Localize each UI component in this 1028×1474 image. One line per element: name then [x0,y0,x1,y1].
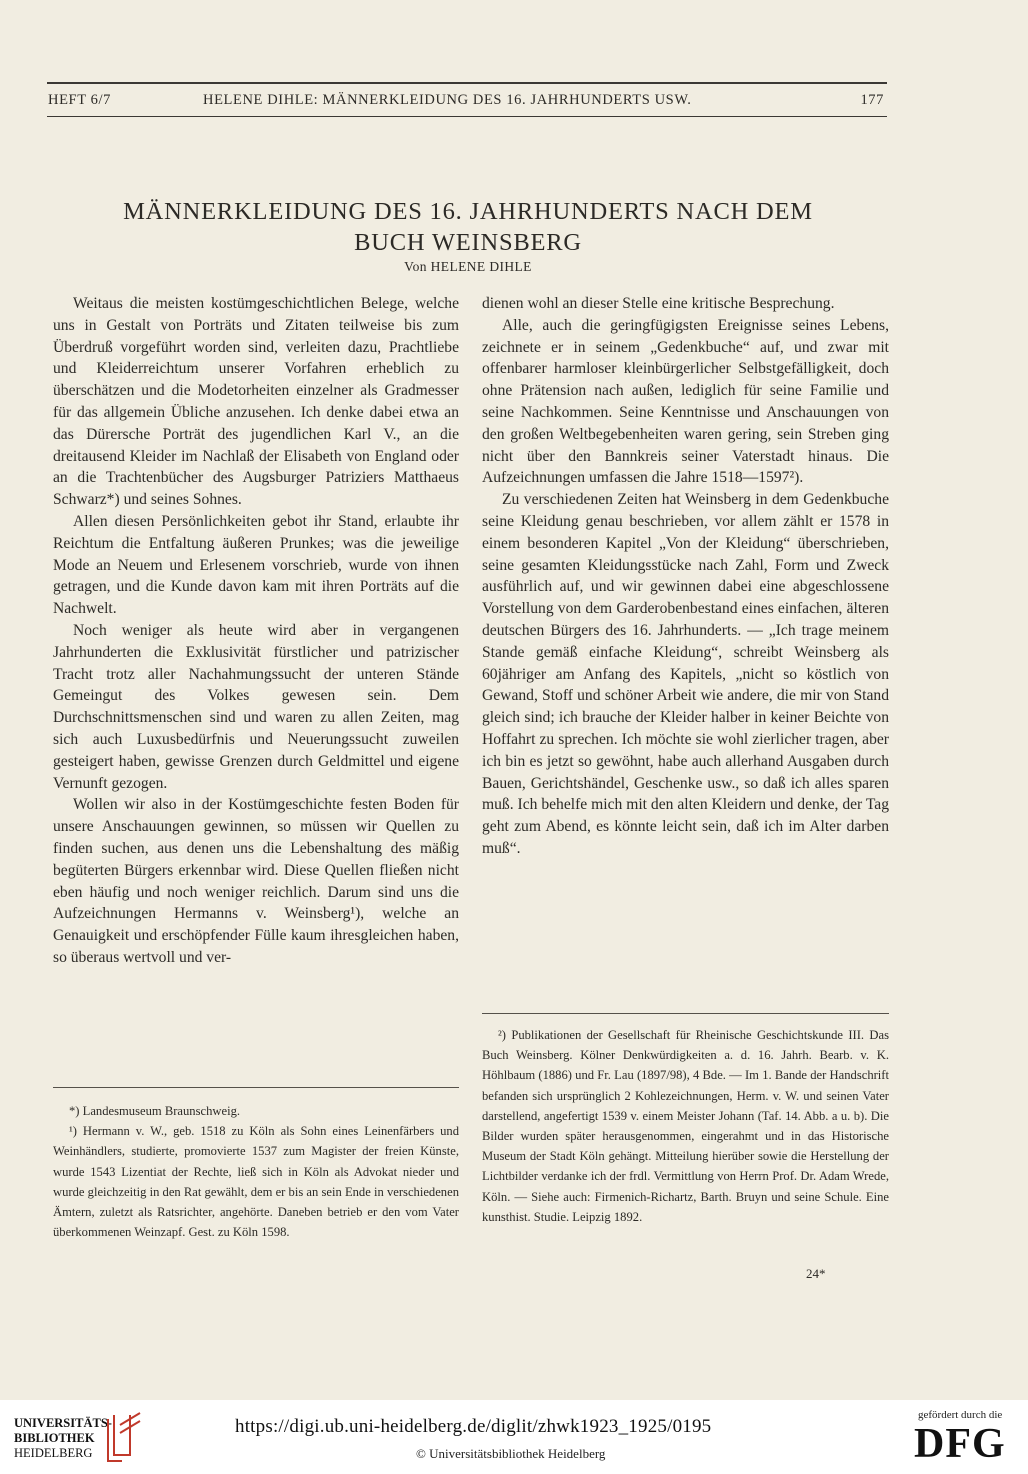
footnote: ²) Publikationen der Gesellschaft für Rheinische Geschichtskunde III. Das Buch Weinsberg. Kölner Denkwürdigkeiten a. d. 16. Jahrh. Bearb. v. K. Höhlbaum (1886) und Fr. Lau (1897/98), 4 Bde. — Im 1. Bande der Handschrift befanden sich ursprünglich 2 Kohlezeichnungen, Herm. v. W. und seinen Vater darstellend, angefertigt 1539 v. einem Meister Johann (Taf. 14. Abb. a u. b). Die Bilder wurden später herausgenommen, eingerahmt und in das Historische Museum der Stadt Köln gehängt. Mitteilung hierüber sowie die Herstellung der Lichtbilder verdanke ich der frdl. Vermittlung von Herrn Prof. Dr. Adam Wrede, Köln. — Siehe auch: Firmenich-Richartz, Barth. Bruyn und seine Schule. Eine kunsthist. Studie. Leipzig 1892. [482,1028,889,1224]
page-number: 177 [860,92,884,108]
dfg-logo[interactable]: DFG [914,1421,1006,1467]
library-name-line: UNIVERSITÄTS- [14,1416,112,1430]
library-name-line: BIBLIOTHEK [14,1431,95,1445]
left-column [53,293,459,969]
footnotes-right [482,1025,889,1227]
article-author: Von HELENE DIHLE [404,259,532,274]
footnote: ¹) Hermann v. W., geb. 1518 zu Köln als Sohn eines Leinenfärbers und Weinhändlers, studierte, promovierte 1537 zum Magister der freien Künste, wurde 1543 Lizentiat der Rechte, ließ sich in Köln als Advokat nieder und wurde gleichzeitig in den Rat gewählt, dem er bis an sein Ende in verschiedenen Ämtern, zuletzt als Ratsrichter, angehörte. Daneben betrieb er den vom Vater überkommenen Weinzapf. Gest. zu Köln 1598. [53,1124,459,1240]
title-line-1: MÄNNERKLEIDUNG DES 16. JAHRHUNDERTS NACH DEM [123,198,813,225]
paragraph: dienen wohl an dieser Stelle eine kritische Besprechung. [482,295,835,312]
footnote: *) Landesmuseum Braunschweig. [69,1104,241,1118]
paragraph: Alle, auch die geringfügigsten Ereignisse seines Lebens, zeichnete er in seinem „Gedenkbuche“ auf, und zwar mit offenbarer harmloser kleinbürgerlicher Selbstgefälligkeit, doch ohne Prätension nach außen, lediglich für seine Familie und seine Nachkommen. Seine Kenntnisse und Anschauungen von den großen Weltbegebenheiten waren gering, sein Streben ging nicht über den Bannkreis seiner Vaterstadt hinaus. Die Aufzeichnungen umfassen die Jahre 1518—1597²). [482,316,889,487]
right-column [482,293,889,860]
issue-number: HEFT 6/7 [48,92,111,108]
copyright-notice: © Universitätsbibliothek Heidelberg [416,1446,606,1461]
footnotes-left [53,1101,459,1242]
header-top-rule [47,82,887,84]
paragraph: Zu verschiedenen Zeiten hat Weinsberg in dem Gedenkbuche seine Kleidung genau beschrieben, vor allem zählt er 1578 in einem besonderen Kapitel „Von der Kleidung“ überschrieben, seine gesamten Kleidungsstücke nach Zahl, Form und Zweck ausführlich auf, und wir gewinnen dabei eine abgeschlossene Vorstellung von dem Garderobenbestand eines einfachen, älteren deutschen Bürgers des 16. Jahrhunderts. — „Ich trage meinem Stande gemäß einfache Kleidung“, schreibt Weinsberg als 60jähriger am Anfang des Kapitels, „nicht so köstlich von Gewand, Stoff und schöner Arbeit wie andere, die mir von Stand gleich sind; ich brauche der Kleider halber in keiner Beichte von Hoffahrt zu sprechen. Ich möchte sie wohl zierlicher tragen, aber ich bin es jetzt so gewöhnt, habe auch allerhand Ausgaben durch Bauen, Gerichtshändel, Geschenke usw., so daß ich alles sparen muß. Ich behelfe mich mit den alten Kleidern und denke, der Tag geht zum Abend, es könnte leicht sein, daß ich im Alter darben muß“. [482,491,889,857]
title-line-2: BUCH WEINSBERG [354,229,582,256]
library-name-line: HEIDELBERG [14,1446,93,1460]
paragraph: Noch weniger als heute wird aber in vergangenen Jahrhunderten die Exklusivität fürstlicher und patrizischer Tracht trotz aller Nachahmungssucht der unteren Stände Gemeingut des Volkes gewesen sein. Dem Durchschnittsmenschen sind und waren zu allen Zeiten, mag sich auch Luxusbedürfnis und Neuerungssucht zuweilen gesteigert haben, gewisse Grenzen durch Geldmittel und eigene Vernunft gezogen. [53,621,459,792]
funder-note: gefördert durch die [918,1409,1003,1421]
library-logo-text[interactable] [14,1416,112,1461]
permalink-url[interactable]: https://digi.ub.uni-heidelberg.de/diglit/zhwk1923_1925/0195 [235,1416,712,1437]
paragraph: Allen diesen Persönlichkeiten gebot ihr Stand, erlaubte ihr Reichtum die Entfaltung äußeren Prunkes; was die jeweilige Mode an Neuem und Erlesenem vorschrieb, wurde von ihnen getragen, und die Kunde davon kam mit ihren Porträts auf die Nachwelt. [53,512,459,618]
paragraph: Wollen wir also in der Kostümgeschichte festen Boden für unsere Anschauungen gewinnen, so müssen wir Quellen zu finden suchen, aus denen uns die Lebenshaltung des mäßig begüterten Bürgers erkennbar wird. Diese Quellen fließen nicht eben häufig und noch weniger reichlich. Darum sind uns die Aufzeichnungen Hermanns v. Weinsberg¹), welche an Genauigkeit und erschöpfender Fülle kaum ihresgleichen haben, so überaus wertvoll und ver- [53,796,459,966]
footnote-rule [53,1087,459,1088]
paragraph: Weitaus die meisten kostümgeschichtlichen Belege, welche uns in Gestalt von Porträts und Zitaten teilweise bis zum Überdruß vorgeführt worden sind, verleiten dazu, Prachtliebe und Kleiderreichtum unserer Vorfahren erheblich zu überschätzen und die Modetorheiten einzelner als Gradmesser für das allgemein Übliche anzusehen. Ich denke dabei etwa an das Dürersche Porträt des jugendlichen Karl V., an die dreitausend Kleider im Nachlaß der Elisabeth von England oder an die Trachtenbücher des Augsburger Patriziers Matthaeus Schwarz*) und seines Sohnes. [53,295,459,509]
article-title [48,196,888,258]
header-bottom-rule [47,116,887,117]
signature-mark: 24* [806,1266,826,1281]
running-head [48,92,886,112]
library-logo-icon [104,1411,144,1465]
footnote-rule [482,1013,889,1014]
running-title: HELENE DIHLE: MÄNNERKLEIDUNG DES 16. JAHRHUNDERTS USW. [203,92,692,108]
